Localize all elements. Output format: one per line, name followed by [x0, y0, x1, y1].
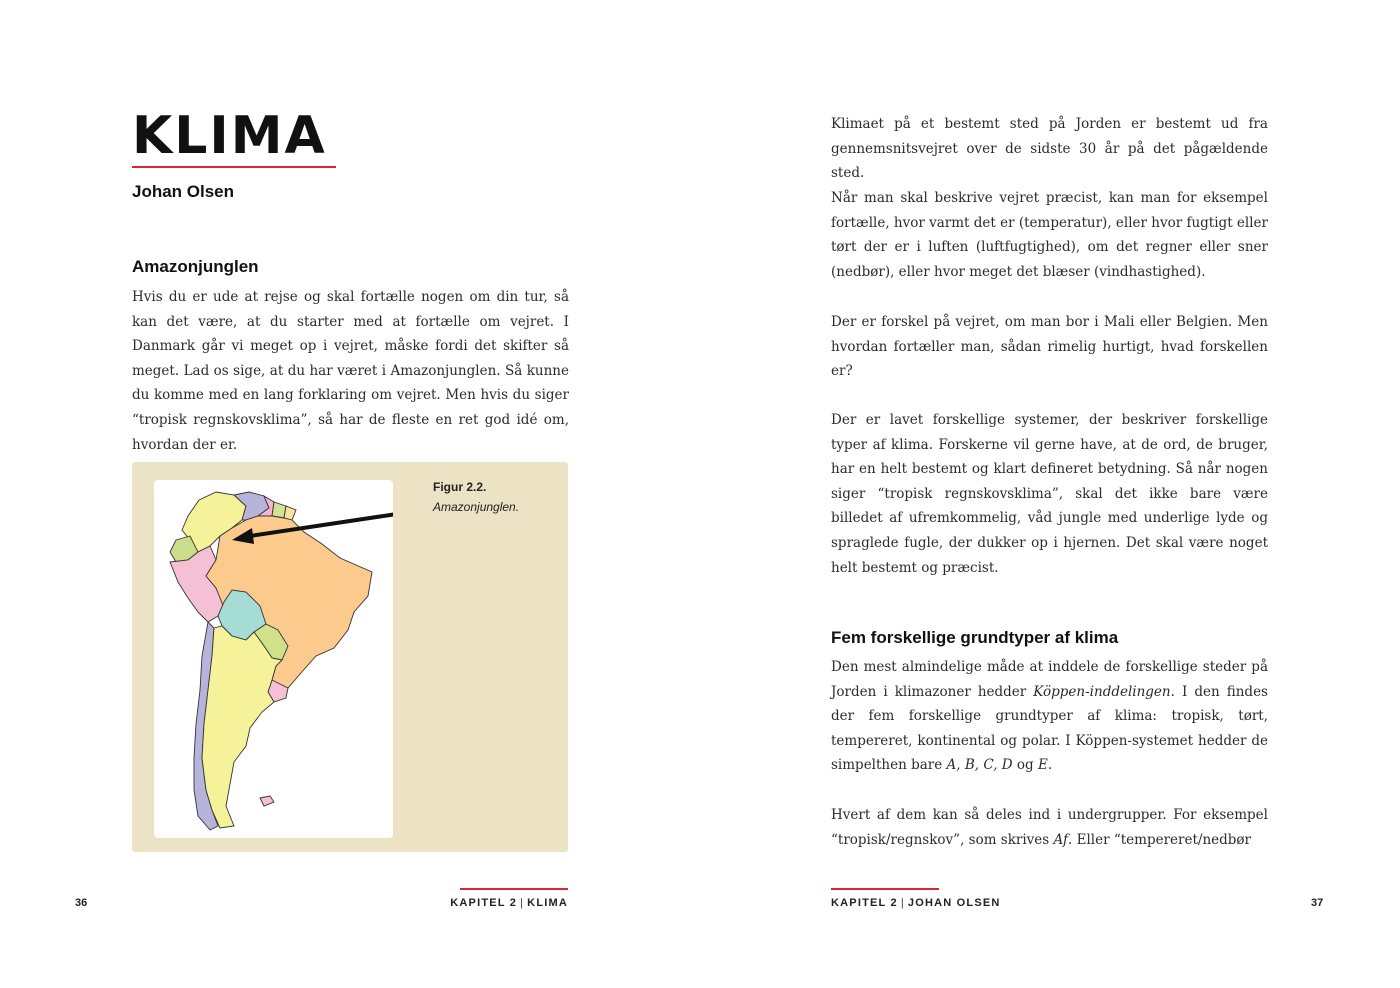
footer-rule-right — [831, 888, 939, 890]
page-number-left: 36 — [75, 897, 88, 909]
subgroups-text-1: Hvert af dem kan så deles ind i undergrupper. For eksempel “tropisk/regnskov”, som skrives — [831, 807, 1268, 848]
koppen-letters-1: A, B, C, D — [946, 757, 1013, 774]
koppen-letters-2: E — [1037, 757, 1048, 774]
author-name: Johan Olsen — [132, 182, 235, 201]
figure-box — [132, 462, 568, 852]
map-region-guiana — [284, 506, 296, 520]
subgroups-code: Af — [1053, 831, 1069, 848]
map-region-suriname — [272, 502, 286, 518]
figure-caption: Amazonjunglen. — [433, 500, 520, 514]
footer-separator-right: | — [900, 897, 905, 909]
south-america-map — [154, 480, 393, 838]
section-heading-amazon: Amazonjunglen — [132, 257, 259, 276]
subgroups-text-2: . Eller “tempereret/nedbør — [1068, 831, 1251, 848]
footer-separator-left: | — [520, 897, 525, 909]
right-page — [700, 0, 1400, 988]
paragraph-4: Der er lavet forskellige systemer, der beskriver forskellige typer af klima. Forskerne vil gerne have, at de ord, de bruger, har en helt bestemt og klart defineret betydning. Så når nogen siger “tropisk regnskovsklima”, skal det ikke bare være billedet af ufremkommelig, våd jungle med underlige lyde og spraglede fugle, der dukker op i hjernen. Det skal være noget helt bestemt og præcist. — [831, 412, 1268, 576]
koppen-paragraph — [831, 655, 1268, 778]
footer-rule-left — [460, 888, 568, 890]
koppen-text-1: Den mest almindelige måde at inddele de forskellige steder på Jorden i klimazoner hedder — [831, 659, 1268, 700]
chapter-title: KLIMA — [132, 106, 327, 166]
footer-left — [450, 897, 568, 909]
footer-title-right: JOHAN OLSEN — [907, 897, 1001, 909]
footer-title-left: KLIMA — [527, 897, 568, 909]
intro-paragraph: Hvis du er ude at rejse og skal fortælle nogen om din tur, så kan det være, at du starter med at fortælle om vejret. I Danmark går vi meget op i vejret, måske fordi det skifter så meget. Lad os sige, at du har været i Amazonjunglen. Så kunne du komme med en lang forklaring om vejret. Men hvis du siger “tropisk regnskovsklima”, så har de fleste en ret god idé om, hvordan der er. — [132, 289, 569, 453]
subgroups-paragraph — [831, 803, 1268, 852]
map-card — [154, 480, 393, 838]
section-heading-koppen: Fem forskellige grundtyper af klima — [831, 628, 1119, 647]
koppen-og: og — [1012, 757, 1038, 774]
figure-label: Figur 2.2. — [433, 480, 487, 494]
footer-chapter-left: KAPITEL 2 — [450, 897, 518, 909]
paragraph-3: Der er forskel på vejret, om man bor i Mali eller Belgien. Men hvordan fortæller man, sådan rimelig hurtigt, hvad forskellen er? — [831, 314, 1268, 380]
footer-chapter-right: KAPITEL 2 — [831, 897, 898, 909]
page-number-right: 37 — [1311, 897, 1324, 909]
paragraph-1: Klimaet på et bestemt sted på Jorden er bestemt ud fra gennemsnitsvejret over de sidste 30 år på det pågældende sted. — [831, 116, 1268, 182]
koppen-text-2: . I den findes der fem forskellige grundtyper af klima: tropisk, tørt, tempereret, kontinental og polar. I Köppen-systemet hedder de simpelthen bare — [831, 683, 1268, 774]
paragraph-2: Når man skal beskrive vejret præcist, kan man for eksempel fortælle, hvor varmt det er (temperatur), eller hvor fugtigt eller tørt der er i luften (luftfugtighed), om det regner eller sner (nedbør), eller hvor meget det blæser (vindhastighed). — [831, 190, 1268, 280]
koppen-term: Köppen-inddelingen — [1033, 683, 1171, 700]
map-region-falklands — [260, 796, 274, 806]
koppen-end: . — [1047, 757, 1053, 774]
title-underline — [132, 166, 336, 168]
footer-right — [831, 897, 1001, 909]
